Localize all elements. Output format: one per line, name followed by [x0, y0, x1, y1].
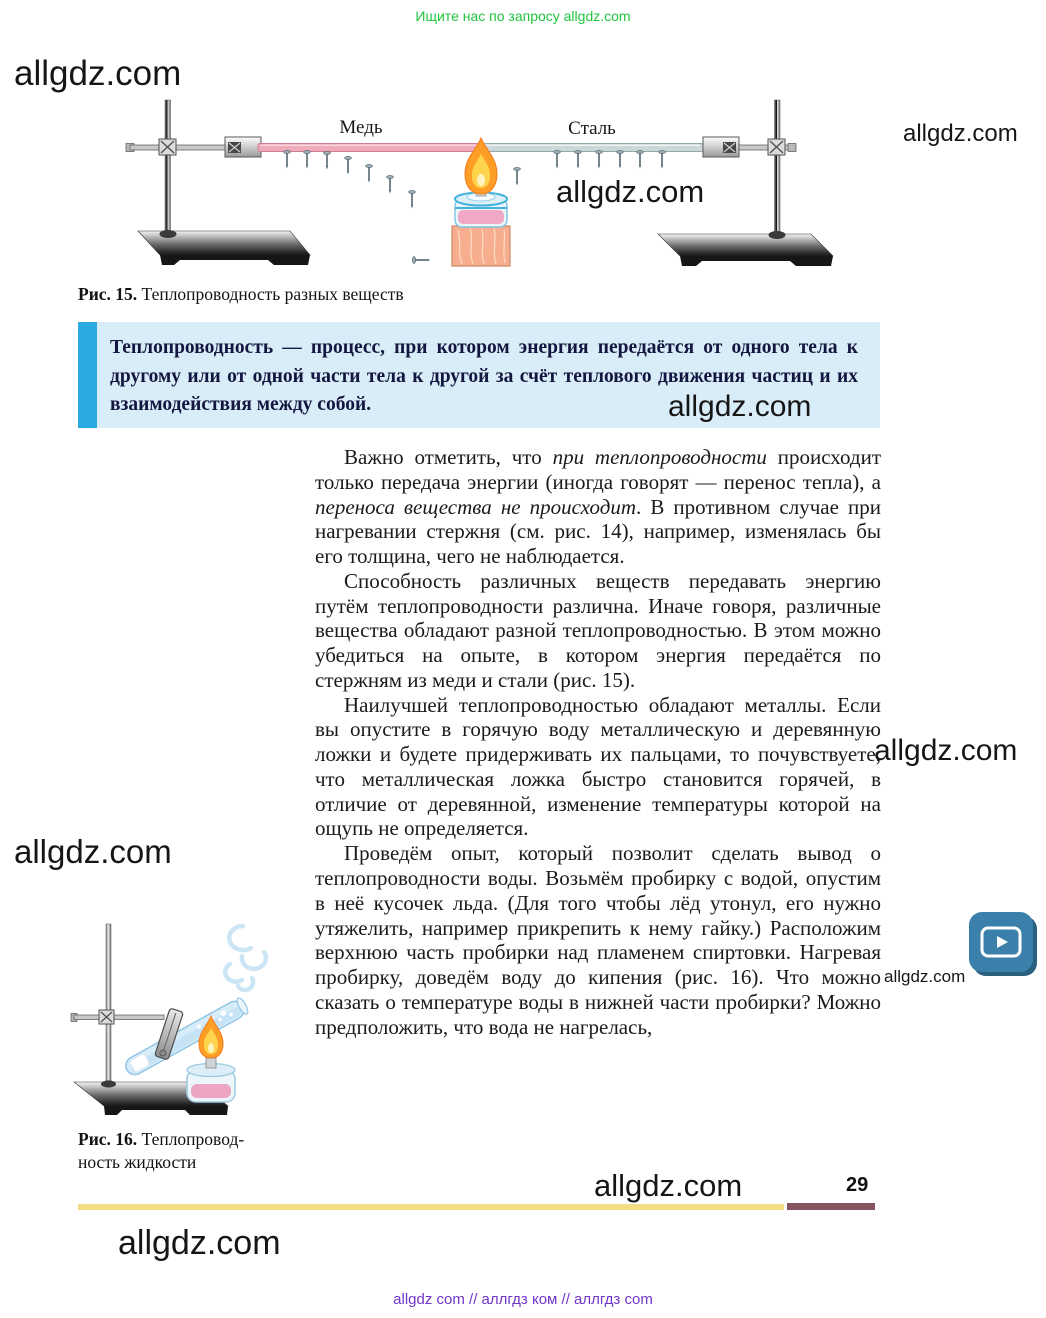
copper-side-nails: [284, 151, 431, 264]
page-number: 29: [846, 1174, 869, 1196]
promo-banner-text: Ищите нас по запросу allgdz.com: [415, 8, 631, 24]
watermark-allgdz: allgdz.com: [668, 390, 812, 423]
footer-rule-yellow: [78, 1204, 784, 1210]
paragraph-3: Наилучшей теплопроводностью обладают металлы. Если вы опустите в горячую воду металлическую и деревянную ложки и будете придерживать их пальцами, то почувствуете, что металлическая ложка быстро становится горячей, в отличие от деревянной, изменение температуры которой на ощупь не определяется.: [315, 692, 881, 841]
watermark-allgdz: allgdz.com: [556, 174, 705, 209]
copper-rod: [258, 144, 482, 152]
figure16-caption-line2: ность жидкости: [78, 1151, 197, 1172]
figure16-caption-line1: Теплопровод-: [137, 1129, 245, 1149]
watermark-allgdz: allgdz.com: [903, 120, 1018, 147]
figure15-caption: [78, 283, 678, 306]
figure16-caption-label: Рис. 16.: [78, 1129, 138, 1149]
steel-rod-label: Сталь: [568, 118, 616, 139]
figure15-caption-text: Теплопроводность разных веществ: [137, 284, 404, 304]
watermark-allgdz: allgdz.com: [118, 1224, 281, 1262]
body-text-column: [315, 445, 881, 1039]
definition-rest: — процесс, при котором энергия передаётся от одного тела к другому или от одной части тела к другой за счёт теплового движения частиц и их взаимодействия между собой.: [110, 337, 858, 416]
steam-swirls: [225, 926, 266, 990]
watermark-allgdz: allgdz.com: [14, 833, 172, 870]
watermark-allgdz: allgdz.com: [14, 54, 182, 93]
paragraph-2: Способность различных веществ передавать энергию путём теплопроводности различна. Иначе говоря, различные вещества обладают разной теплопроводностью. В этом можно убедиться на опыте, в котором энергия передаётся по стержням из меди и стали (рис. 15).: [315, 568, 881, 692]
copper-rod-label: Медь: [339, 117, 383, 138]
figure16-illustration: [70, 912, 295, 1124]
footer-rule-maroon: [787, 1203, 875, 1210]
definition-accent-bar: [78, 322, 97, 428]
left-stand: [126, 100, 310, 265]
spirit-burner: [452, 138, 510, 266]
paragraph-1: Важно отметить, что при теплопроводности происходит только передача энергии (иногда говорят — перенос тепла), а переноса вещества не происходит. В противном случае при нагревании стержня (см. рис. 14), например, изменялась бы его толщина, чего не наблюдается.: [315, 445, 882, 569]
watermark-allgdz: allgdz.com: [884, 967, 966, 986]
watermark-allgdz: allgdz.com: [594, 1168, 743, 1203]
figure16-caption: [78, 1128, 303, 1174]
figure15-caption-label: Рис. 15.: [78, 284, 138, 304]
footer-links-text: allgdz com // аллгдз ком // аллгдз com: [393, 1291, 653, 1308]
figure15-illustration: [78, 98, 898, 276]
steel-rod: [482, 144, 703, 152]
definition-term: Теплопроводность: [110, 337, 274, 358]
watermark-allgdz: allgdz.com: [874, 734, 1018, 767]
video-play-button[interactable]: [969, 912, 1033, 972]
play-icon: [980, 926, 1022, 958]
paragraph-4: Проведём опыт, который позволит сделать вывод о теплопроводности воды. Возьмём пробирку с водой, опустим в неё кусочек льда. (Для того чтобы лёд утонул, его нужно утяжелить, например прикрепить к нему гайку.) Расположим верхнюю часть пробирки над пламенем спиртовки. Нагревая пробирку, доведём воду до кипения (рис. 16). Что можно сказать о температуре воды в нижней части пробирки? Можно предположить, что вода не нагрелась,: [315, 841, 881, 1039]
